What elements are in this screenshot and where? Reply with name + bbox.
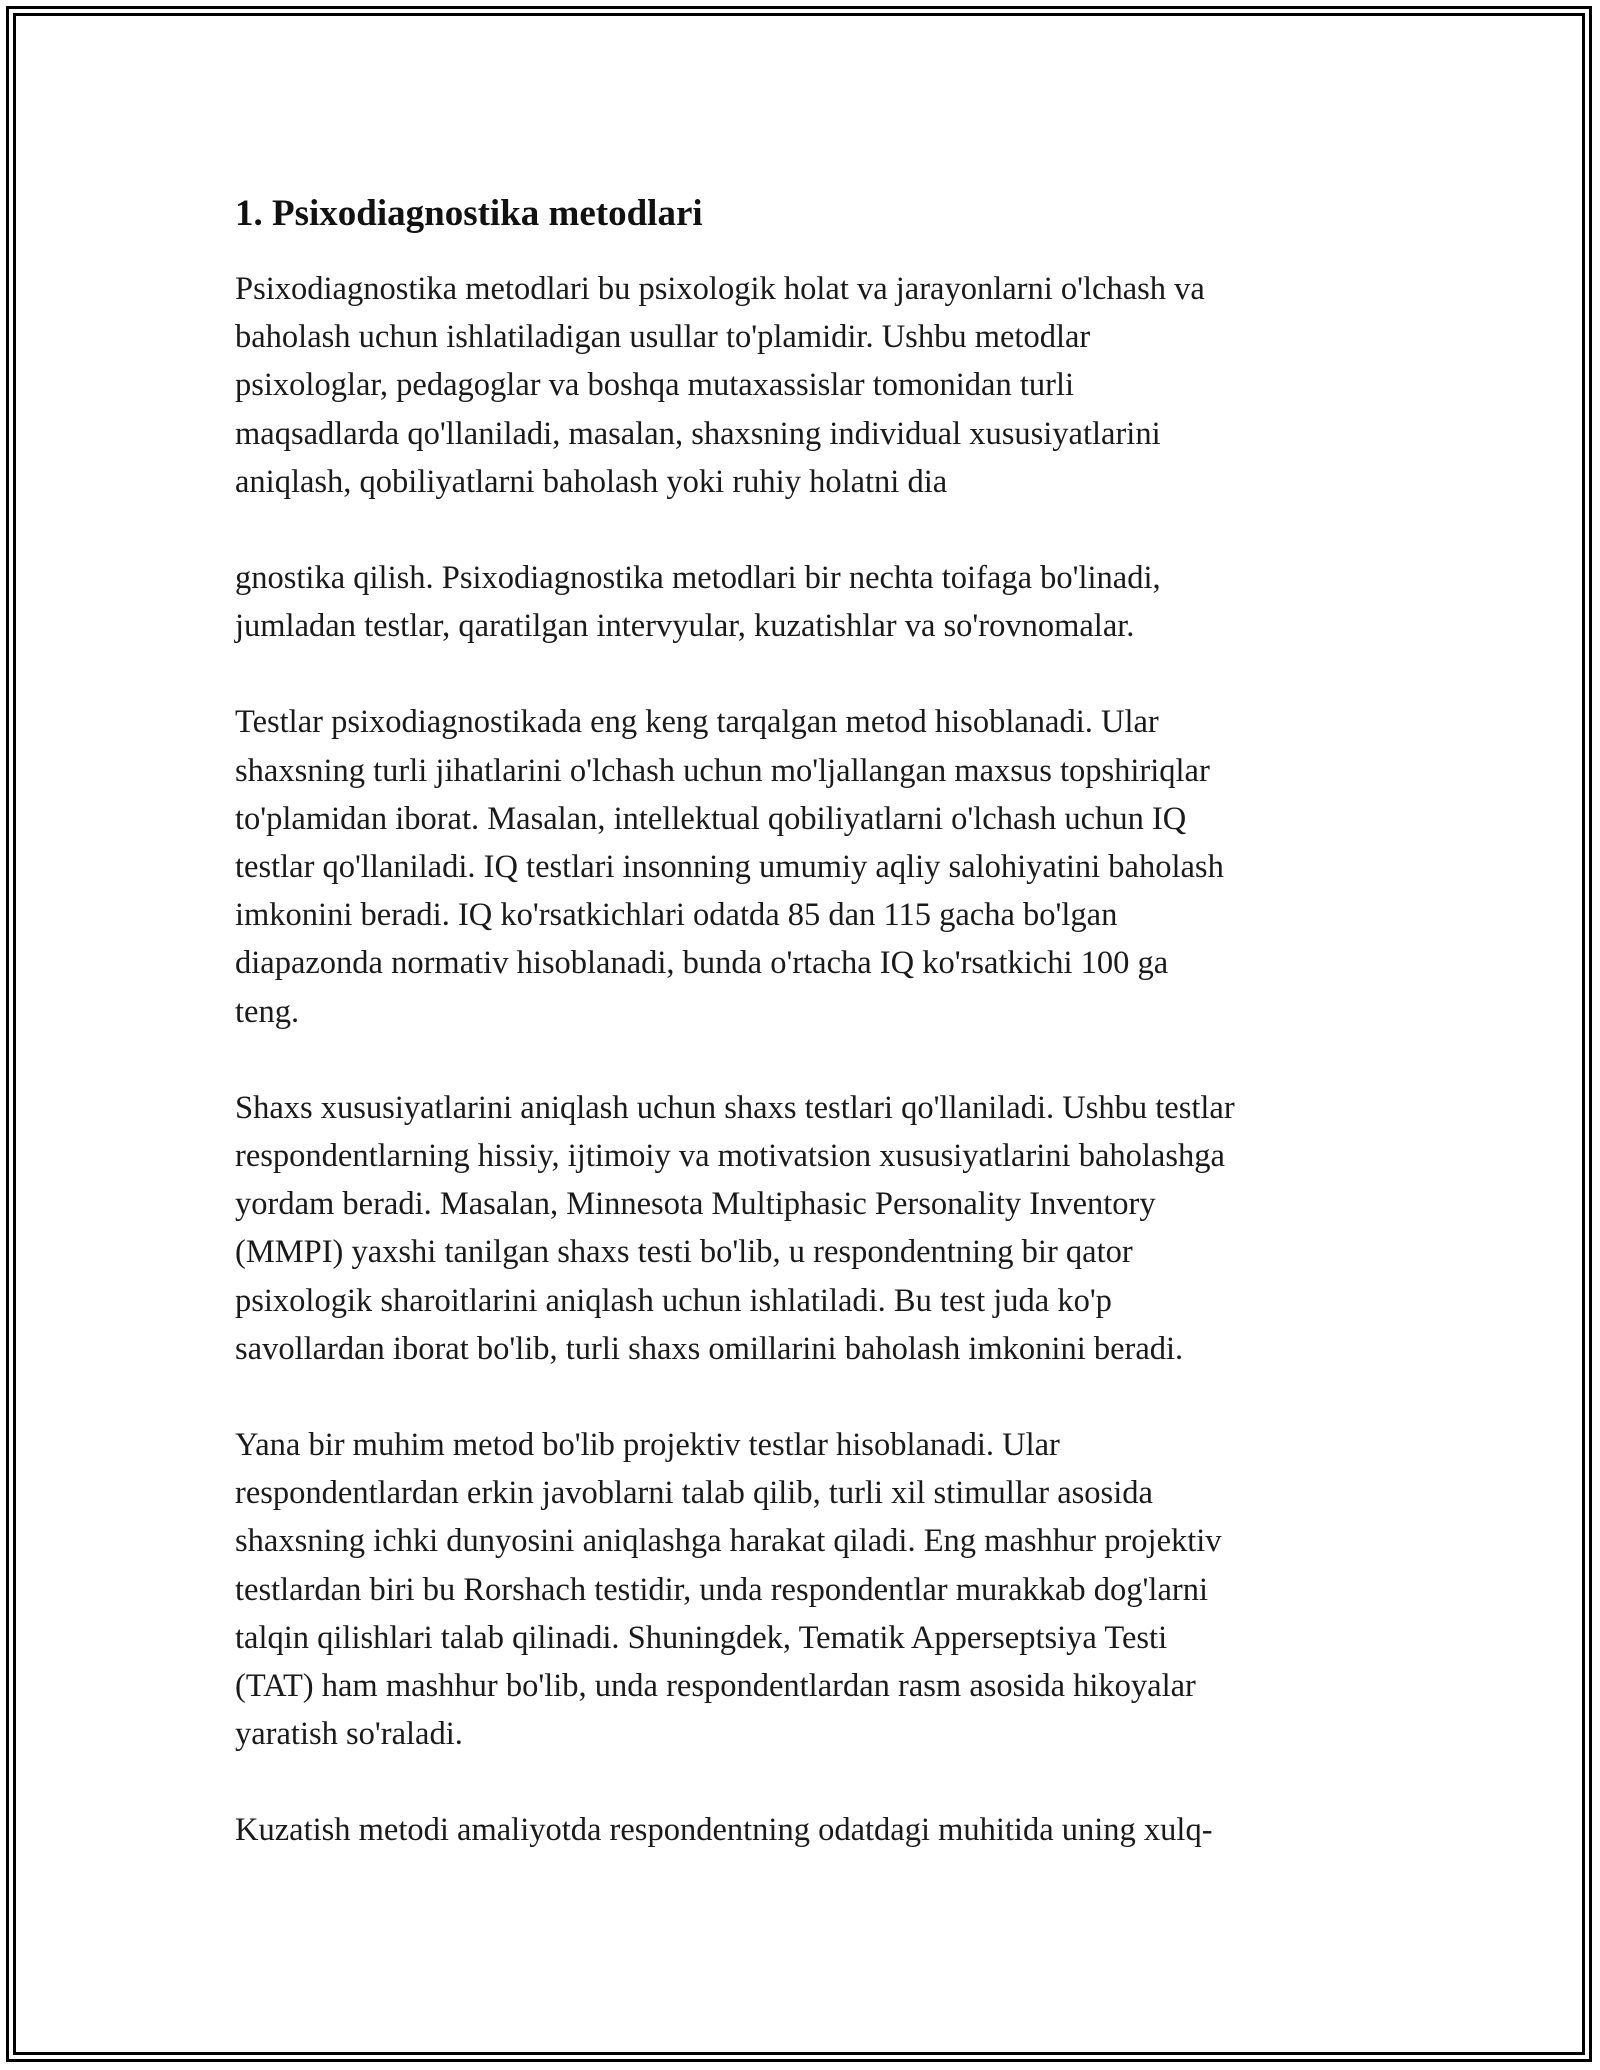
document-body <box>235 185 1375 1855</box>
section-heading: 1. Psixodiagnostika metodlari <box>235 193 703 234</box>
text-line: maqsadlarda qo'llaniladi, masalan, shaxsning individual xususiyatlarini <box>235 415 1161 452</box>
text-line: savollardan iborat bo'lib, turli shaxs omillarini baholash imkonini beradi. <box>235 1330 1184 1367</box>
text-line: Testlar psixodiagnostikada eng keng tarqalgan metod hisoblanadi. Ular <box>235 704 1159 741</box>
text-line: Kuzatish metodi amaliyotda respondentning odatdagi muhitida uning xulq- <box>235 1812 1213 1849</box>
text-line: baholash uchun ishlatiladigan usullar to'plamidir. Ushbu metodlar <box>235 319 1091 356</box>
paragraph <box>235 1421 1375 1758</box>
paragraph <box>235 1084 1375 1373</box>
paragraph-spacer <box>235 1373 1375 1421</box>
text-line: psixologlar, pedagoglar va boshqa mutaxassislar tomonidan turli <box>235 367 1075 404</box>
text-line: to'plamidan iborat. Masalan, intellektual qobiliyatlarni o'lchash uchun IQ <box>235 800 1187 837</box>
paragraph-spacer <box>235 1758 1375 1806</box>
paragraph-spacer <box>235 506 1375 554</box>
paragraph <box>235 554 1375 650</box>
text-line: jumladan testlar, qaratilgan intervyular, kuzatishlar va so'rovnomalar. <box>235 608 1135 645</box>
text-line: yordam beradi. Masalan, Minnesota Multiphasic Personality Inventory <box>235 1186 1156 1223</box>
text-line: yaratish so'raladi. <box>235 1716 463 1753</box>
text-line: (TAT) ham mashhur bo'lib, unda respondentlardan rasm asosida hikoyalar <box>235 1668 1196 1705</box>
text-line: Yana bir muhim metod bo'lib projektiv testlar hisoblanadi. Ular <box>235 1427 1060 1464</box>
text-line: (MMPI) yaxshi tanilgan shaxs testi bo'lib, u respondentning bir qator <box>235 1234 1133 1271</box>
paragraph <box>235 698 1375 1035</box>
text-line: teng. <box>235 993 300 1030</box>
text-line: imkonini beradi. IQ ko'rsatkichlari odatda 85 dan 115 gacha bo'lgan <box>235 897 1118 934</box>
text-line: psixologik sharoitlarini aniqlash uchun ishlatiladi. Bu test juda ko'p <box>235 1282 1112 1319</box>
text-line: aniqlash, qobiliyatlarni baholash yoki ruhiy holatni dia <box>235 463 948 500</box>
paragraph-container <box>235 265 1375 1855</box>
text-line: diapazonda normativ hisoblanadi, bunda o'rtacha IQ ko'rsatkichi 100 ga <box>235 945 1169 982</box>
text-line: respondentlarning hissiy, ijtimoiy va motivatsion xususiyatlarini baholashga <box>235 1138 1225 1175</box>
paragraph-spacer <box>235 1036 1375 1084</box>
text-line: shaxsning turli jihatlarini o'lchash uchun mo'ljallangan maxsus topshiriqlar <box>235 752 1210 789</box>
text-line: Shaxs xususiyatlarini aniqlash uchun shaxs testlari qo'llaniladi. Ushbu testlar <box>235 1089 1235 1126</box>
text-line: respondentlardan erkin javoblarni talab qilib, turli xil stimullar asosida <box>235 1475 1153 1512</box>
paragraph <box>235 265 1375 506</box>
paragraph-spacer <box>235 650 1375 698</box>
text-line: Psixodiagnostika metodlari bu psixologik holat va jarayonlarni o'lchash va <box>235 271 1205 307</box>
paragraph <box>235 1806 1375 1854</box>
text-line: gnostika qilish. Psixodiagnostika metodlari bir nechta toifaga bo'linadi, <box>235 560 1161 597</box>
text-line: shaxsning ichki dunyosini aniqlashga harakat qiladi. Eng mashhur projektiv <box>235 1523 1222 1560</box>
text-line: talqin qilishlari talab qilinadi. Shuningdek, Tematik Apperseptsiya Testi <box>235 1619 1168 1656</box>
text-line: testlardan biri bu Rorshach testidir, unda respondentlar murakkab dog'larni <box>235 1571 1208 1608</box>
text-line: testlar qo'llaniladi. IQ testlari insonning umumiy aqliy salohiyatini baholash <box>235 849 1224 886</box>
